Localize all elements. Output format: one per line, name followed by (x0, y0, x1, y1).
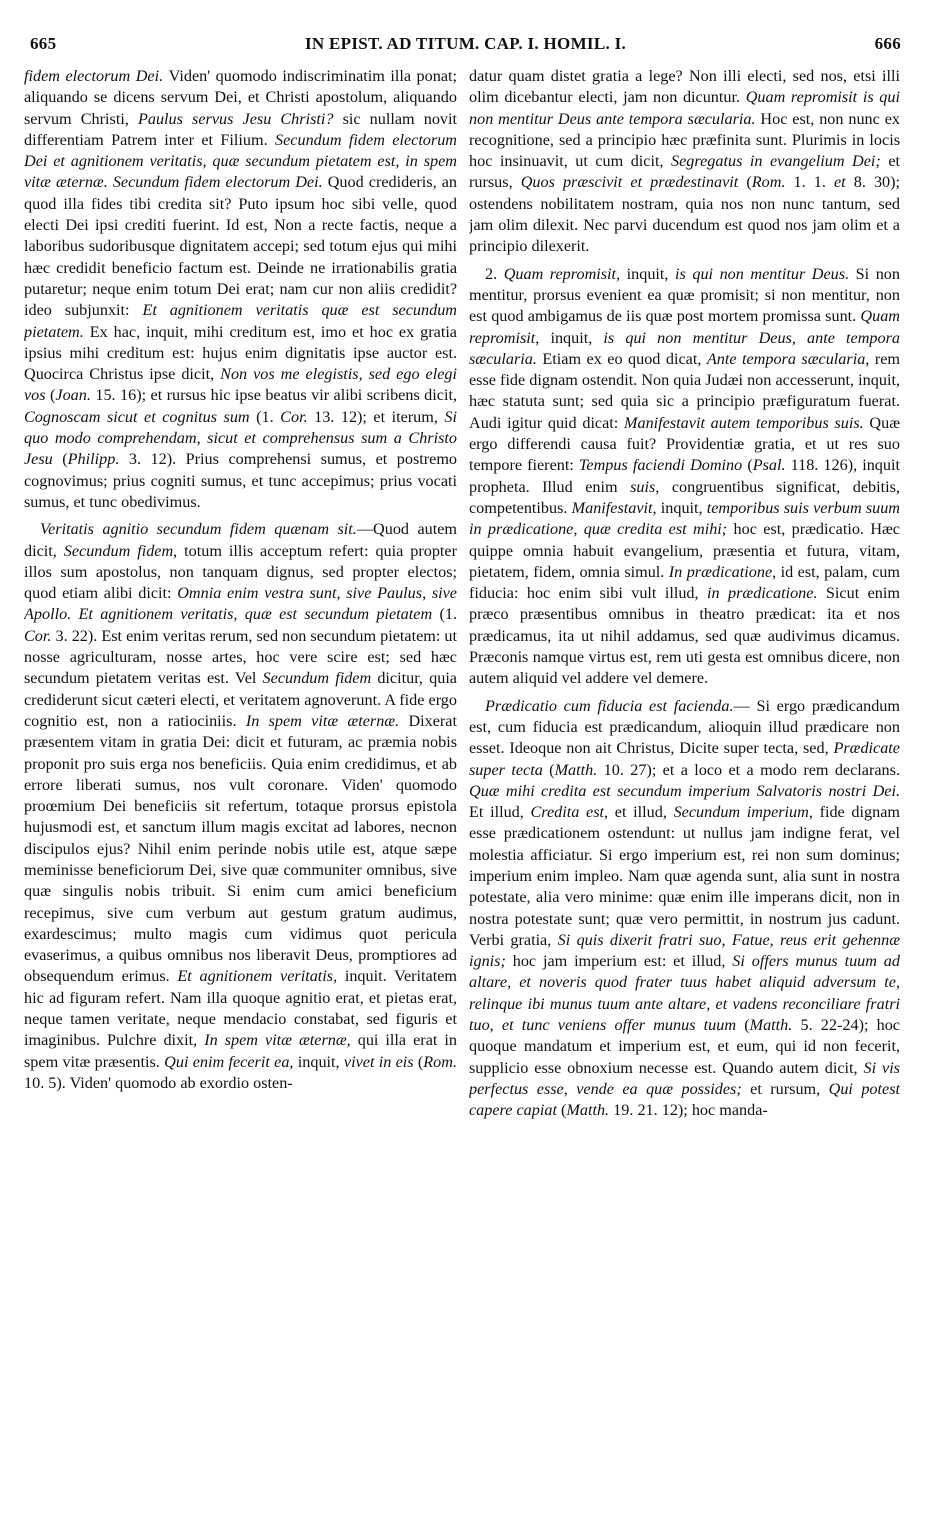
italic-text: Credita est (530, 803, 605, 822)
italic-text: In spem vitæ æternæ, (204, 1031, 351, 1050)
paragraph (469, 696, 900, 1122)
text-run: , totum illis acceptum refert: quia propter illos sum apostolus, non tanquam dignus, sed propter electos; quod etiam alibi dicit: (24, 541, 457, 603)
page-number-right: 666 (874, 34, 901, 53)
italic-text: Joan. (55, 386, 91, 405)
italic-text: Si vis perfectus esse, vende ea quæ possides; (469, 1058, 900, 1098)
text-run: Hoc est, non nunc ex recognitione, sed a principio hæc præfinita sunt. Plurimis in locis hoc insinuavit, ut cum dicit, (469, 109, 900, 171)
italic-text: Rom. (751, 173, 786, 192)
italic-text: In prædicatione (668, 562, 773, 581)
text-run: (1. (249, 407, 281, 426)
italic-text: Veritatis agnitio secundum fidem quænam sit. (40, 520, 357, 539)
text-run: 19. 21. 12); hoc manda- (609, 1101, 768, 1120)
text-run: ( (52, 450, 68, 469)
text-run: , rem esse fide dignam ostendit. Non quia Judæi non accesserunt, inquit, hæc statuta sunt; sed quia sic a principio præfiguratum fuerat. Audi igitur quid dicat: (469, 349, 900, 432)
text-run: 3. 12). Prius comprehensi sumus, et postremo cognovimus; prius cogniti sumus, et tunc accepimus; prius vocati sumus, et tunc obedivimus. (24, 450, 457, 511)
text-run: 5. 22-24); hoc quoque mandatum et imperium est, et eum, qui id non fecerit, supplicio esse obnoxium necesse est. Quando autem dicit, (469, 1016, 900, 1077)
italic-text: Cor. (280, 407, 308, 426)
italic-text: Segregatus in evangelium Dei; (671, 152, 881, 171)
page-number-left: 665 (30, 34, 57, 53)
text-run: dicitur, quia crediderunt sicut cæteri electi, et veritatem agnoverunt. A fide ergo cognitio est, non a ratiociniis. (24, 669, 457, 730)
paragraph (24, 66, 457, 513)
text-run: 118. 126), inquit propheta. Illud enim (469, 456, 900, 496)
italic-text: Philipp. (67, 450, 120, 469)
italic-text: is qui non mentitur Deus, ante tempora sæcularia. (469, 328, 900, 368)
text-run: , et illud, (604, 803, 674, 822)
italic-text: Quos præscivit et prædestinavit (520, 173, 739, 192)
italic-text: temporibus suis verbum suum in prædicatione, quæ credita est mihi; (469, 498, 900, 539)
italic-text: vivet in eis (343, 1052, 414, 1071)
text-run: , congruentibus significat, debitis, competentibus. (469, 477, 900, 517)
right-text-column (469, 66, 900, 1530)
italic-text: Cognoscam sicut et cognitus sum (24, 407, 250, 426)
text-run: Si non mentitur, prorsus evenient ea quæ promisit; si non mentitur, non est quod ambigamus de iis quæ post mortem promissa sunt. (469, 264, 900, 326)
italic-text: Secundum imperium (673, 803, 809, 822)
running-title: IN EPIST. AD TITUM. CAP. I. HOMIL. I. (304, 34, 627, 53)
italic-text: Paulus servus Jesu Christi? (137, 109, 334, 128)
text-run: 1. 1. (785, 173, 834, 192)
text-run: ( (45, 386, 56, 405)
italic-text: Prædicatio cum fiducia est facienda. (485, 696, 734, 715)
paragraph (469, 264, 900, 690)
italic-text: Psal. (752, 456, 786, 475)
italic-text: Et agnitionem veritatis, (177, 967, 338, 986)
text-run: et rursum, (741, 1079, 829, 1098)
text-run: Etiam ex eo quod dicat, (536, 349, 707, 368)
italic-text: Qui potest capere capiat (469, 1079, 900, 1120)
text-run: ( (542, 760, 555, 779)
italic-text: Qui enim fecerit ea, (164, 1052, 294, 1071)
italic-text: Cor. (24, 626, 52, 645)
text-run: , id est, palam, cum fiducia: hoc enim sibi vult illud, (469, 562, 900, 603)
left-text-column (24, 66, 457, 1530)
italic-text: Matth. (566, 1101, 610, 1120)
italic-text: et (833, 173, 846, 192)
italic-text: Secundum fidem (63, 541, 174, 560)
italic-text: Matth. (749, 1016, 793, 1035)
italic-text: in prædicatione. (707, 584, 818, 603)
text-run: — Si ergo prædicandum est, cum fiducia est prædicandum, alioquin illud prædicare non esset. Ideoque non ait Christus, Dicite super tecta, sed, (469, 696, 900, 758)
paragraph (469, 66, 900, 258)
text-run: Quæ ergo differendi causa fuit? Providentiæ gratia, et ut res suo tempore fierent: (469, 413, 900, 475)
text-run: , inquit, (652, 498, 707, 517)
italic-text: fidem electorum Dei. (24, 67, 169, 85)
text-run: inquit. Veritatem hic ad figuram refert. Nam illa quoque agnitio erat, et pietas erat, neque tamen veritate, neque mendacio constabat, sed figuris et imaginibus. Pulchre dixit, (24, 967, 457, 1050)
text-run: ( (742, 456, 753, 475)
italic-text: Secundum fidem (262, 669, 372, 688)
text-run: hoc jam imperium est: et illud, (505, 952, 733, 971)
text-run: qui illa erat in spem vitæ præsentis. (24, 1031, 457, 1071)
italic-text: Et agnitionem veritatis quæ est secundum pietatem. (24, 301, 457, 341)
italic-text: Quæ mihi credita est secundum imperium Salvatoris nostri Dei. (469, 781, 900, 800)
text-run: 3. 22). Est enim veritas rerum, sed non secundum pietatem: ut nosse agriculturam, nosse artes, hoc vere scire est; sed hæc secundum pietatem veritas est. Vel (24, 626, 457, 688)
italic-text: In spem vitæ æternæ. (245, 711, 400, 730)
text-run: ( (413, 1052, 424, 1071)
text-run: , inquit, (535, 328, 604, 347)
italic-text: Si quis dixerit fratri suo, Fatue, reus erit gehennæ ignis; (469, 930, 900, 971)
italic-text: Quam repromisit (503, 264, 617, 283)
italic-text: Manifestavit (571, 498, 653, 517)
italic-text: Ante tempora sæcularia (706, 349, 866, 368)
text-run: 10. 5). Viden' quomodo ab exordio osten- (24, 1073, 293, 1092)
text-run: hoc est, prædicatio. Hæc quippe omnia habuit evangelium, præsentia et futura, vitam, pietatem, fidem, omnia simul. (469, 520, 900, 581)
text-run: —Quod autem dicit, (24, 520, 457, 560)
text-run: ( (556, 1101, 567, 1120)
italic-text: is qui non mentitur Deus. (675, 264, 850, 283)
italic-text: Quam repromisit (469, 307, 900, 347)
text-run: Quod credideris, an quod illa fides tibi credita sit? Puto ipsum hoc sibi velle, quod electi Dei ipsi crediti fuerint. Id est, Non a recte factis, neque a laboribus sudoribusque dignitatem accepi; sed totum ejus qui mihi hæc credidit beneficio factum est. Deinde ne irrationabilis gratia putaretur; neque enim totum Dei erat; nam cur non aliis credidit? ideo subjunxit: (24, 173, 457, 320)
italic-text: Secundum fidem electorum Dei et agnitionem veritatis, quæ secundum pietatem est, in spem vitæ æternæ. Secundum fidem electorum Dei. (24, 130, 457, 192)
italic-text: Tempus faciendi Domino (578, 456, 743, 475)
text-run: 8. 30); ostendens nobilitatem nostram, quia nos non nunc tantum, sed jam olim dilexit. Nec parvi ducendum est quod nos jam olim et a principio dilexerit. (469, 173, 900, 256)
italic-text: Omnia enim vestra sunt, sive Paulus, sive Apollo. Et agnitionem veritatis, quæ est secundum pietatem (24, 584, 457, 624)
text-run: datur quam distet gratia a lege? Non illi electi, sed nos, etsi illi olim dicebantur electi, jam non dicuntur. (469, 67, 900, 107)
italic-text: Si offers munus tuum ad altare, et noveris quod frater tuus habet aliquid adversum te, relinque ibi munus tuum ante altare, et vadens reconciliare fratri tuo, et tunc veniens offer munus tuum (469, 952, 900, 1035)
text-run: ( (738, 173, 752, 192)
page-header (30, 34, 901, 60)
text-run: Ex hac, inquit, mihi creditum est, imo et hoc ex gratia ipsius mihi creditum est: hujus enim dignitatis ipse auctor est. Quocirca Christus ipse dicit, (24, 322, 457, 384)
text-run: Sicut enim præco præsentibus omnibus in theatro prædicat: ita et nos prædicamus, ita ut nihil addamus, sed quæ audivimus dicamus. Præconis namque virtus est, rem uti gesta est omnibus dicere, non autem aliquid vel addere vel demere. (469, 584, 900, 688)
text-run: inquit, (293, 1052, 344, 1071)
text-run: 10. 27); et a loco et a modo rem declarans. (597, 760, 900, 779)
text-run: 2. (485, 264, 504, 283)
text-run: Viden' quomodo indiscriminatim illa ponat; aliquando se dicens servum Dei, et Christi apostolum, aliquando servum Christi, (24, 67, 457, 128)
text-run: ( (736, 1016, 750, 1035)
italic-text: Rom. (423, 1052, 457, 1071)
italic-text: Manifestavit autem temporibus suis. (624, 413, 864, 432)
text-run: Dixerat præsentem vitam in gratia Dei: dicit et futuram, ac præmia nobis proponit pro suis erga nos beneficiis. Quia enim credidimus, et ab errore liberati sumus, nos vult coronare. Viden' quomodo proœmium Dei beneficiis sit refertum, totaque prorsus epistola hujusmodi est, et sanctum illum magis excitat ad labores, necnon discipulos ejus? Nihil enim perinde nobis utile est, atque sæpe meminisse beneficiorum Dei, sive quæ communiter omnibus, sive quæ singulis nobis tribuit. Si enim cum amici beneficium recepimus, sive cum verbum aut gestum gratum audimus, exardescimus; multo magis cum vidimus quot pericula evaserimus, a quibus omnibus nos liberavit Deus, promptiores ad obsequendum erimus. (24, 711, 457, 986)
italic-text: Quam repromisit is qui non mentitur Deus ante tempora sæcularia. (469, 88, 900, 128)
text-run: , fide dignam esse prædicationem ostendunt: ut nullus jam indigne ferat, vel molestia afficiatur. Si ergo imperium est, rei non sum dominus; imperium enim impleo. Nam quæ agenda sunt, alia sunt in nostra potestate, alia vero minime: quæ enim ille imperans dicit, non in nostra potestate sunt; quæ vero permittit, in nostrum jus cadunt. Verbi gratia, (469, 803, 900, 949)
paragraph (24, 519, 457, 1094)
italic-text: Prædicate super tecta (469, 739, 900, 779)
text-run: et rursus, (469, 152, 900, 192)
text-run: , inquit, (616, 264, 676, 283)
text-run: Et illud, (469, 803, 531, 822)
italic-text: Matth. (554, 760, 598, 779)
text-run: (1. (432, 605, 457, 624)
text-run: 15. 16); et rursus hic ipse beatus vir alibi scribens dicit, (90, 386, 457, 405)
text-run: 13. 12); et iterum, (307, 407, 445, 426)
italic-text: Si quo modo comprehendam, sicut et comprehensus sum a Christo Jesu (24, 407, 457, 469)
italic-text: Non vos me elegistis, sed ego elegi vos (24, 365, 457, 405)
italic-text: suis (630, 477, 656, 496)
text-run: sic nullam novit differentiam Patrem inter et Filium. (24, 109, 457, 149)
